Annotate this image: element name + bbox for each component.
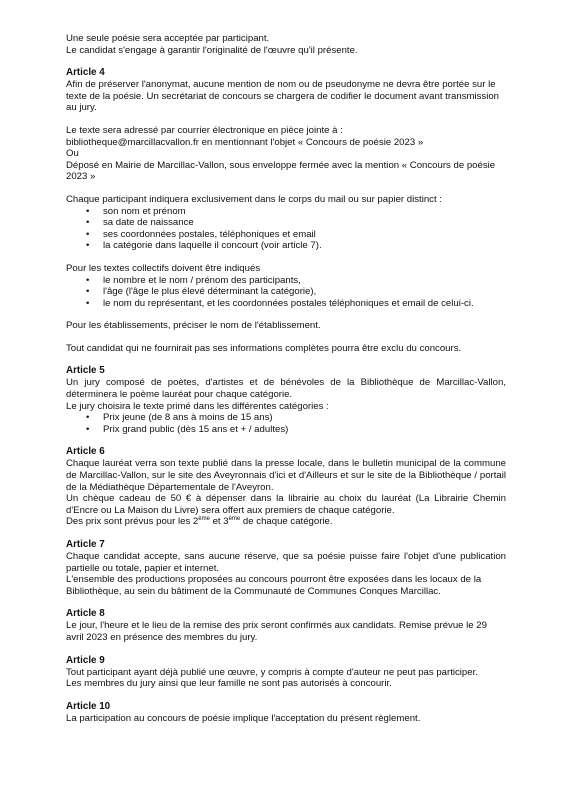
article-4-collective-intro: Pour les textes collectifs doivent être indiqués: [66, 262, 261, 274]
list-item: • son nom et prénom: [66, 206, 506, 218]
list-item: • ses coordonnées postales, téléphoniques et email: [66, 229, 506, 241]
list-item: • le nombre et le nom / prénom des participants,: [66, 275, 506, 287]
article-6-other-prizes: Des prix sont prévus pour les 2ème et 3ème de chaque catégorie.: [66, 516, 333, 528]
article-4-collective-list: [66, 275, 506, 310]
article-9-jury-family: Les membres du jury ainsi que leur famille ne sont pas autorisés à concourir.: [66, 678, 392, 690]
article-10-acceptance: La participation au concours de poésie implique l'acceptation du présent règlement.: [66, 712, 421, 724]
article-6-publication: Chaque lauréat verra son texte publié dans la presse locale, dans le bulletin municipal de la commune de Marcillac-Vallon, sur le site des Aveyronnais d'ici et d'Ailleurs et sur le site de la Bibliothèque / portail de la Médiathèque Départementale de l'Aveyron.: [66, 458, 506, 493]
intro-line-1: Une seule poésie sera acceptée par participant.: [66, 33, 270, 44]
article-5: [66, 365, 506, 435]
article-4: [66, 67, 506, 354]
article-4-email-intro: Le texte sera adressé par courrier électronique en pièce jointe à :: [66, 124, 343, 136]
article-6: [66, 446, 506, 528]
article-7: [66, 539, 506, 597]
article-4-title: Article 4: [66, 67, 105, 79]
article-4-email-line: bibliotheque@marcillacvallon.fr en mentionnant l'objet « Concours de poésie 2023 »: [66, 136, 424, 148]
article-7-title: Article 7: [66, 539, 105, 550]
article-5-categories-intro: Le jury choisira le texte primé dans les différentes catégories :: [66, 400, 329, 412]
article-9-title: Article 9: [66, 654, 105, 666]
article-9: [66, 655, 506, 690]
article-6-title: Article 6: [66, 446, 105, 458]
article-4-establishments: Pour les établissements, préciser le nom de l'établissement.: [66, 320, 321, 332]
intro-line-2: Le candidat s'engage à garantir l'originalité de l'œuvre qu'il présente.: [66, 44, 358, 56]
article-10: [66, 701, 506, 725]
list-item: • la catégorie dans laquelle il concourt (voir article 7).: [66, 240, 506, 252]
article-4-or: Ou: [66, 148, 79, 160]
article-4-deposit: Déposé en Mairie de Marcillac-Vallon, sous enveloppe fermée avec la mention « Concours de poésie 2023 »: [66, 159, 496, 183]
article-5-prize-list: [66, 412, 506, 435]
article-4-info-intro: Chaque participant indiquera exclusivement dans le corps du mail ou sur papier distinct :: [66, 193, 442, 205]
article-4-exclusion: Tout candidat qui ne fournirait pas ses informations complètes pourra être exclu du concours.: [66, 342, 462, 354]
list-item: • le nom du représentant, et les coordonnées postales téléphoniques et email de celui-ci.: [66, 298, 506, 310]
article-7-publication-consent: Chaque candidat accepte, sans aucune réserve, que sa poésie puisse faire l'objet d'une publication partielle ou totale, papier et internet.: [66, 551, 506, 574]
article-7-exhibition: L'ensemble des productions proposées au concours pourront être exposées dans les locaux de la Bibliothèque, au sein du bâtiment de la Communauté de Communes Conques Marcillac.: [66, 574, 482, 597]
list-item: • Prix jeune (de 8 ans à moins de 15 ans): [66, 412, 506, 424]
article-4-info-list: [66, 206, 506, 252]
article-4-anonymity: Afin de préserver l'anonymat, aucune mention de nom ou de pseudonyme ne devra être portée sur le texte de la poésie. Un secrétariat de concours se chargera de codifier le document avant transmission au jury.: [66, 79, 500, 114]
list-item: • sa date de naissance: [66, 217, 506, 229]
article-9-published-authors: Tout participant ayant déjà publié une œuvre, y compris à compte d'auteur ne peut pas participer.: [66, 666, 478, 678]
article-8-ceremony: Le jour, l'heure et le lieu de la remise des prix seront confirmés aux candidats. Remise prévue le 29 avril 2023 en présence des membres du jury.: [66, 620, 487, 643]
article-5-title: Article 5: [66, 365, 105, 377]
document-page: [66, 33, 506, 724]
article-10-title: Article 10: [66, 700, 111, 712]
list-item: • Prix grand public (dès 15 ans et + / adultes): [66, 424, 506, 436]
article-8: [66, 608, 506, 643]
article-8-title: Article 8: [66, 608, 105, 620]
list-item: • l'âge (l'âge le plus élevé déterminant la catégorie),: [66, 286, 506, 298]
article-6-gift-voucher: Un chèque cadeau de 50 € à dépenser dans la librairie au choix du lauréat (La Librairie Chemin d'Encre ou La Maison du Livre) sera offert aux premiers de chaque catégorie.: [66, 493, 506, 516]
article-5-jury: Un jury composé de poètes, d'artistes et de bénévoles de la Bibliothèque de Marcillac-Vallon, déterminera le poème lauréat pour chaque catégorie.: [66, 377, 506, 401]
